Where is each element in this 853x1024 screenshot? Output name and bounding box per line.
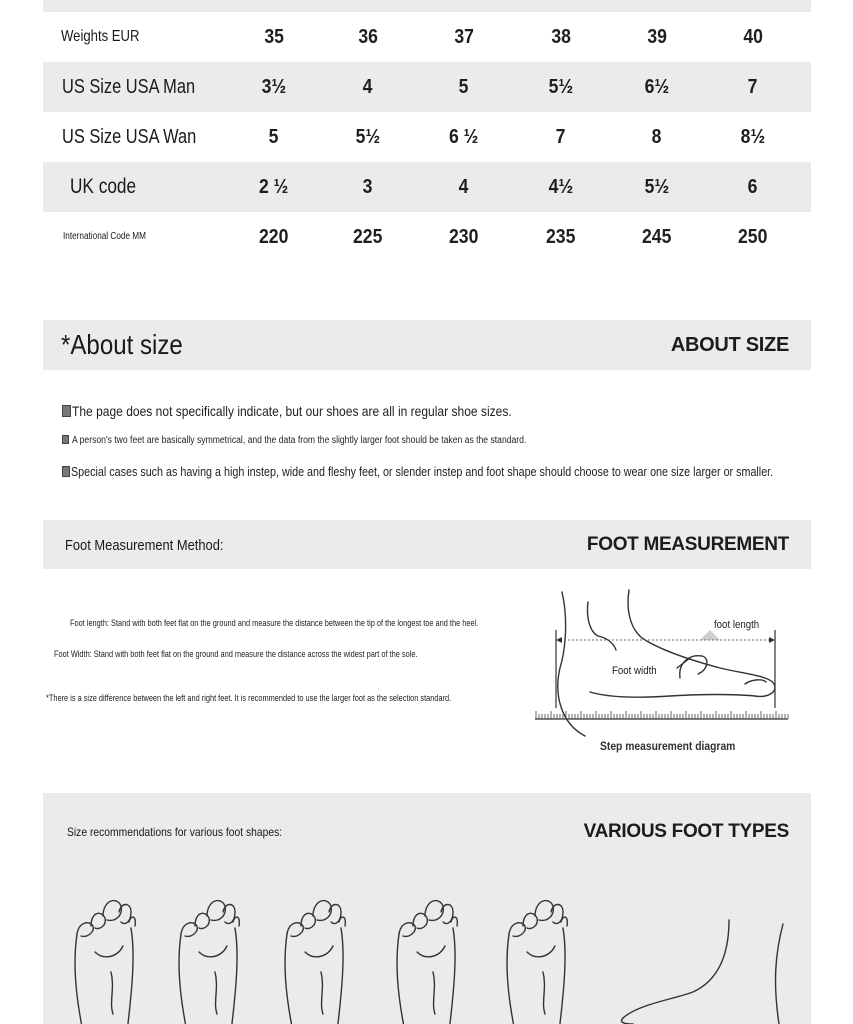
table-row	[43, 212, 811, 262]
about-size-heading: ABOUT SIZE	[670, 334, 789, 356]
table-cell: 7	[748, 76, 758, 98]
table-cell: 235	[546, 226, 576, 248]
table-cell: 5½	[355, 126, 381, 148]
about-size-title: *About size	[61, 329, 183, 360]
foot-types-illustration	[43, 884, 803, 1024]
table-cell: 7	[556, 126, 566, 148]
table-cell: 36	[358, 26, 378, 48]
foot-width-label: Foot width	[612, 665, 657, 678]
table-row	[43, 62, 811, 112]
size-difference-note: *There is a size difference between the left and right feet. It is recommended to use the larger foot as the selection standard.	[46, 693, 452, 703]
length-marker-icon	[700, 630, 720, 640]
row-label: US Size USA Wan	[62, 126, 197, 148]
celtic-foot-icon	[507, 901, 567, 1024]
table-row	[43, 112, 811, 162]
table-cell: 40	[743, 26, 763, 48]
foot-width-loop	[680, 656, 707, 678]
bullet-icon	[62, 435, 69, 444]
table-cell: 37	[454, 26, 474, 48]
row-label: US Size USA Man	[62, 76, 196, 98]
table-cell: 225	[353, 226, 383, 248]
toe-line	[745, 680, 766, 684]
foot-outline	[590, 590, 775, 697]
table-cell: 8½	[740, 126, 766, 148]
row-label: International Code MM	[63, 231, 146, 242]
about-note-3: Special cases such as having a high instep, wide and fleshy feet, or slender instep and foot shape should choose to wear one size larger or smaller.	[62, 465, 853, 479]
table-row	[43, 162, 811, 212]
table-cell: 35	[264, 26, 284, 48]
table-cell: 5½	[548, 76, 574, 98]
foot-width-arrow	[677, 658, 690, 668]
table-cell: 230	[449, 226, 479, 248]
arrow-left-icon	[556, 637, 562, 643]
size-table	[43, 12, 811, 262]
table-cell: 6 ½	[449, 126, 479, 148]
germanic-foot-icon	[397, 901, 457, 1024]
table-cell: 6½	[644, 76, 670, 98]
table-cell: 3½	[261, 76, 287, 98]
foot-measurement-diagram	[530, 588, 790, 738]
egyptian-foot-icon	[75, 901, 135, 1024]
table-cell: 220	[259, 226, 289, 248]
diagram-caption: Step measurement diagram	[600, 739, 736, 753]
greek-foot-icon	[285, 901, 345, 1024]
table-cell: 5	[269, 126, 279, 148]
row-label: UK code	[70, 175, 137, 198]
table-cell: 2 ½	[259, 176, 289, 198]
table-cell: 4½	[548, 176, 574, 198]
foot-width-note: Foot Width: Stand with both feet flat on the ground and measure the distance across the widest part of the sole.	[54, 649, 418, 659]
leg-inner-line	[587, 602, 616, 650]
table-cell: 6	[748, 176, 758, 198]
foot-types-title: Size recommendations for various foot shapes:	[67, 825, 283, 839]
table-cell: 4	[363, 76, 373, 98]
side-foot-heel-line	[776, 924, 783, 1024]
table-cell: 38	[551, 26, 571, 48]
foot-measurement-heading: FOOT MEASUREMENT	[586, 534, 789, 555]
foot-types-heading: VARIOUS FOOT TYPES	[583, 821, 789, 842]
table-cell: 39	[647, 26, 667, 48]
table-cell: 5½	[644, 176, 670, 198]
side-foot-toe-line	[621, 1018, 633, 1024]
bullet-icon	[62, 466, 70, 477]
foot-length-note: Foot length: Stand with both feet flat on the ground and measure the distance between the tip of the longest toe and the heel.	[70, 618, 479, 628]
ruler-ticks	[536, 711, 788, 719]
foot-measurement-title: Foot Measurement Method:	[65, 537, 224, 554]
bullet-icon	[62, 405, 71, 417]
table-cell: 245	[642, 226, 672, 248]
about-size-header	[43, 320, 811, 370]
side-foot-top-line	[623, 920, 729, 1018]
roman-foot-icon	[179, 901, 239, 1024]
about-note-1: The page does not specifically indicate, but our shoes are all in regular shoe sizes.	[62, 403, 583, 419]
about-note-2: A person's two feet are basically symmetrical, and the data from the slightly larger foot should be taken as the standard.	[62, 435, 600, 446]
table-cell: 250	[738, 226, 768, 248]
arrow-right-icon	[769, 637, 775, 643]
foot-length-label: foot length	[714, 619, 760, 632]
table-cell: 8	[652, 126, 662, 148]
table-top-strip	[43, 0, 811, 12]
row-label: Weights EUR	[61, 28, 140, 45]
table-cell: 3	[363, 176, 373, 198]
table-cell: 4	[459, 176, 469, 198]
table-cell: 5	[459, 76, 469, 98]
table-row	[43, 12, 811, 62]
foot-measurement-header	[43, 520, 811, 569]
